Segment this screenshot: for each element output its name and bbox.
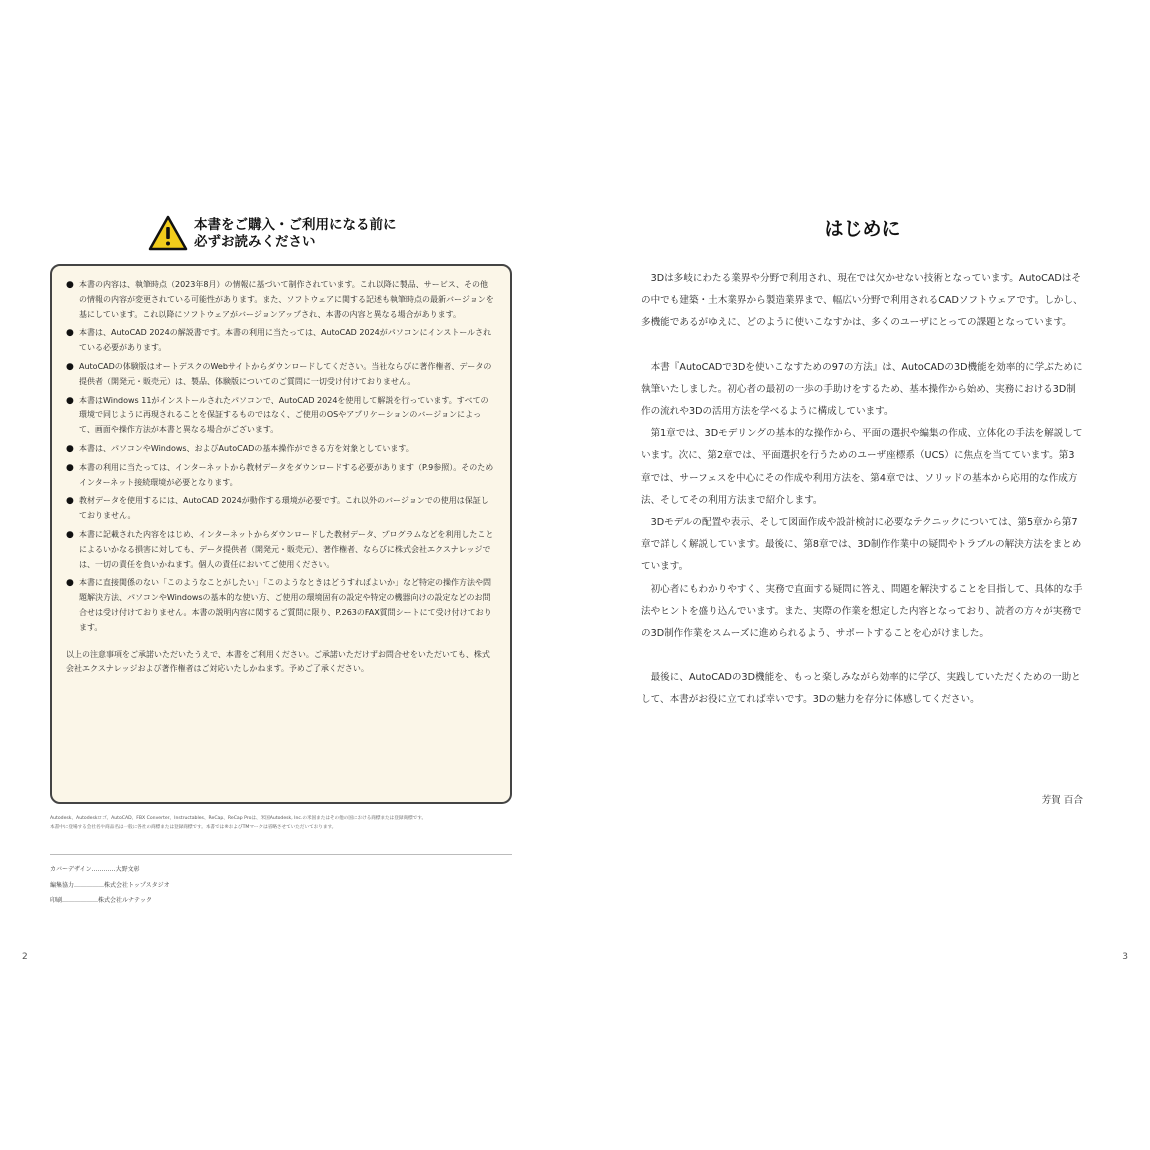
warning-triangle-icon [148, 215, 188, 251]
warning-title-line1: 本書をご購入・ご利用になる前に [194, 217, 397, 233]
trademark-line: Autodesk、Autodeskロゴ、AutoCAD、FBX Converter、Instructables、ReCap、ReCap Proは、米国Autodesk, Inc.の米国またはその他の国における商標または登録商標です。 [50, 816, 427, 821]
notice-item: ● 本書の内容は、執筆時点（2023年8月）の情報に基づいて制作されています。これ以降に製品、サービス、その他の情報の内容が変更されている可能性があります。また、ソフトウェアに関する記述も執筆時点の最新バージョンを基にしています。これ以降にソフトウェアがバージョンアップされ、本書の内容と異なる場合があります。 [66, 278, 496, 322]
intro-body [641, 268, 1083, 712]
notice-item: ● 本書に直接関係のない「このようなことがしたい」「このようなときはどうすればよいか」など特定の操作方法や問題解決方法、パソコンやWindowsの基本的な使い方、ご使用の環境固有の設定や特定の機器向けの設定などのお問合せは受け付けておりません。本書の説明内容に関するご質問に限り、P.263のFAX質問シートにて受け付けております。 [66, 576, 496, 635]
notice-item: ● 教材データを使用するには、AutoCAD 2024が動作する環境が必要です。これ以外のバージョンでの使用は保証しておりません。 [66, 494, 496, 524]
notice-box [50, 264, 512, 804]
credit-row: 編集協力……………株式会社トップスタジオ [50, 881, 170, 889]
right-page [575, 0, 1150, 1150]
credit-role: カバーデザイン [50, 866, 92, 873]
credit-value: 株式会社トップスタジオ [104, 881, 170, 889]
credit-value: 株式会社ルナテック [98, 897, 153, 904]
paragraph: 初心者にもわかりやすく、実務で直面する疑問に答え、問題を解決することを目指して、具体的な手法やヒントを盛り込んでいます。また、実際の作業を想定した内容となっており、読者の方々が実務での3D制作作業をスムーズに進められるよう、サポートすることを心がけました。 [641, 583, 1083, 640]
notice-item: ● 本書の利用に当たっては、インターネットから教材データをダウンロードする必要があります（P.9参照）。そのためインターネット接続環境が必要となります。 [66, 461, 496, 491]
author-name: 芳賀 百合 [1041, 795, 1083, 806]
trademark-line: 本書中に登場する会社名や商品名は一般に各社の商標または登録商標です。本書では®およびTMマークは省略させていただいております。 [50, 825, 337, 830]
credit-value: 大野文彰 [115, 866, 140, 873]
page-number: 3 [1122, 952, 1128, 962]
paragraph: 第1章では、3Dモデリングの基本的な操作から、平面の選択や編集の作成、立体化の手法を解説しています。次に、第2章では、平面選択を行うためのユーザ座標系（UCS）に焦点を当てています。第3章では、サーフェスを中心にその作成や利用方法を、第4章では、ソリッドの基本から応用的な作成方法、そしてその利用方法まで紹介します。 [641, 428, 1083, 506]
credit-row: 印刷………………株式会社ルナテック [50, 897, 153, 904]
credits [50, 862, 350, 909]
trademark-notice [50, 814, 512, 832]
warning-title [194, 217, 397, 251]
paragraph: 本書『AutoCADで3Dを使いこなすための97の方法』は、AutoCADの3D機能を効率的に学ぶために執筆いたしました。初心者の最初の一歩の手助けをするため、基本操作から始め、実務における3D制作の流れや3Dの活用方法を学べるように構成しています。 [641, 361, 1083, 418]
notice-item: ● 本書に記載された内容をはじめ、インターネットからダウンロードした教材データ、プログラムなどを利用したことによるいかなる損害に対しても、データ提供者（開発元・販売元）、著作権者、ならびに株式会社エクスナレッジでは、一切の責任を負いかねます。個人の責任においてご使用ください。 [66, 528, 496, 572]
credit-role: 編集協力 [50, 881, 75, 889]
notice-item: ● 本書は、AutoCAD 2024の解説書です。本書の利用に当たっては、AutoCAD 2024がパソコンにインストールされている必要があります。 [66, 326, 496, 356]
warning-header [148, 215, 448, 255]
notice-item: ● AutoCADの体験版はオートデスクのWebサイトからダウンロードしてください。当社ならびに著作権者、データの提供者（開発元・販売元）は、製品、体験版についてのご質問に一切受け付けておりません。 [66, 360, 496, 390]
divider [50, 854, 512, 855]
notice-closing: 以上の注意事項をご承諾いただいたうえで、本書をご利用ください。ご承諾いただけずお問合せをいただいても、株式会社エクスナレッジおよび著作権者はご対応いたしかねます。予めご了承ください。 [66, 649, 490, 674]
notice-list [66, 278, 496, 636]
page-number: 2 [22, 952, 28, 962]
credit-row: カバーデザイン…………大野文彰 [50, 866, 140, 873]
page-title: はじめに [824, 218, 901, 240]
warning-title-line2: 必ずお読みください [194, 234, 316, 250]
notice-item: ● 本書は、パソコンやWindows、およびAutoCADの基本操作ができる方を対象としています。 [66, 442, 496, 457]
paragraph: 3Dモデルの配置や表示、そして図面作成や設計検討に必要なテクニックについては、第5章から第7章で詳しく解説しています。最後に、第8章では、3D制作作業中の疑問やトラブルの解決方法をまとめています。 [641, 517, 1082, 573]
notice-item: ● 本書はWindows 11がインストールされたパソコンで、AutoCAD 2024を使用して解説を行っています。すべての環境で同じように再現されることを保証するものではなく、ご使用のOSやアプリケーションのバージョンによって、画面や操作方法が本書と異なる場合がございます。 [66, 394, 496, 438]
paragraph-gap [641, 645, 1083, 667]
paragraph-gap [641, 335, 1083, 357]
credit-role: 印刷 [50, 897, 63, 904]
paragraph: 3Dは多岐にわたる業界や分野で利用され、現在では欠かせない技術となっています。AutoCADはその中でも建築・土木業界から製造業界まで、幅広い分野で利用されるCADソフトウェアです。しかし、多機能であるがゆえに、どのように使いこなすかは、多くのユーザにとっての課題となっています。 [641, 273, 1083, 329]
paragraph: 最後に、AutoCADの3D機能を、もっと楽しみながら効率的に学び、実践していただくための一助として、本書がお役に立てれば幸いです。3Dの魅力を存分に体感してください。 [641, 672, 1081, 706]
